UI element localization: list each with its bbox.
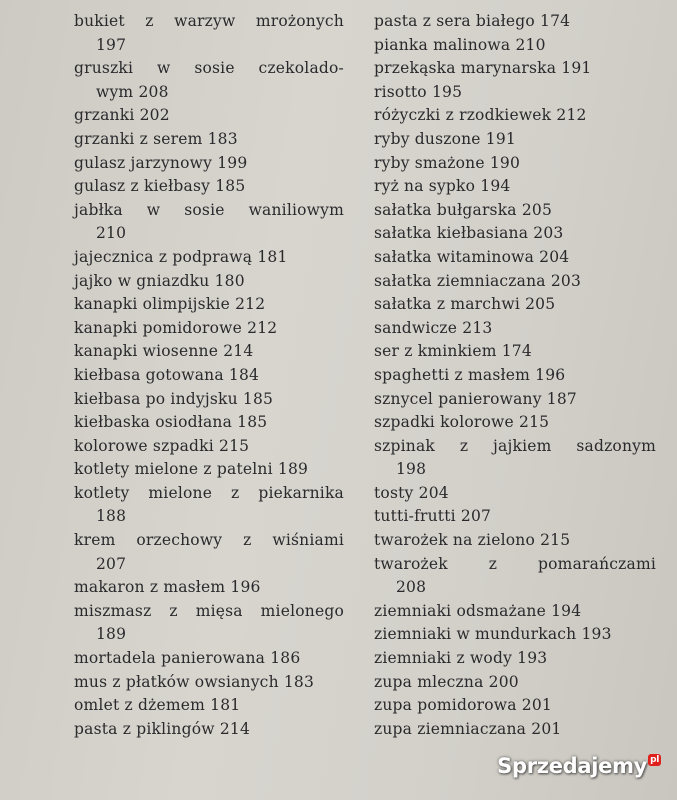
- index-entry: sałatka z marchwi 205: [374, 295, 556, 314]
- index-entry: przekąska marynarska 191: [374, 59, 592, 78]
- index-entry-continuation: 197: [96, 35, 127, 54]
- index-entry: zupa mleczna 200: [374, 672, 519, 691]
- index-entry: pianka malinowa 210: [374, 35, 546, 54]
- index-entry-continuation: wym 208: [96, 82, 169, 101]
- index-entry: risotto 195: [374, 82, 463, 101]
- index-entry: kiełbaska osiodłana 185: [74, 413, 268, 432]
- index-entry: różyczki z rzodkiewek 212: [374, 106, 587, 125]
- index-entry: sznycel panierowany 187: [374, 389, 577, 408]
- index-entry: szpadki kolorowe 215: [374, 413, 550, 432]
- index-entry: kotlety mielone z piekarnika: [74, 483, 344, 502]
- sprzedajemy-watermark: [497, 754, 661, 778]
- index-entry: sałatka bułgarska 205: [374, 200, 553, 219]
- index-entry: ziemniaki odsmażane 194: [374, 601, 582, 620]
- index-entry: miszmasz z mięsa mielonego: [74, 601, 344, 620]
- index-entry: zupa ziemniaczana 201: [374, 719, 562, 738]
- watermark-text: Sprzedajemy: [497, 754, 648, 778]
- index-entry-continuation: 208: [396, 578, 427, 597]
- index-entry: krem orzechowy z wiśniami: [74, 531, 344, 550]
- index-entry: tutti-frutti 207: [374, 507, 492, 526]
- index-entry: jabłka w sosie waniliowym: [74, 200, 344, 219]
- index-entry: ziemniaki w mundurkach 193: [374, 625, 612, 644]
- index-entry: mortadela panierowana 186: [74, 649, 301, 668]
- index-entry-continuation: 210: [96, 224, 127, 243]
- index-entry: pasta z piklingów 214: [74, 719, 251, 738]
- index-column-left: [74, 10, 344, 741]
- index-entry: omlet z dżemem 181: [74, 696, 241, 715]
- index-entry-continuation: 188: [96, 507, 127, 526]
- index-entry: pasta z sera białego 174: [374, 12, 571, 30]
- index-entry: ryby duszone 191: [374, 129, 516, 148]
- index-entry: jajecznica z podprawą 181: [74, 247, 288, 266]
- index-column-right: [374, 10, 656, 741]
- index-entry: zupa pomidorowa 201: [374, 696, 552, 715]
- index-entry: bukiet z warzyw mrożonych: [74, 12, 344, 30]
- index-entry: ryby smażone 190: [374, 153, 521, 172]
- index-entry: jajko w gniazdku 180: [74, 271, 245, 290]
- index-entry: kanapki olimpijskie 212: [74, 295, 266, 314]
- index-entry: ryż na sypko 194: [374, 177, 511, 196]
- index-entry: gruszki w sosie czekolado-: [74, 59, 344, 78]
- index-entry: sandwicze 213: [374, 318, 493, 337]
- index-entry-continuation: 207: [96, 554, 127, 573]
- index-entry: twarożek na zielono 215: [374, 531, 571, 550]
- index-entry: kanapki pomidorowe 212: [74, 318, 278, 337]
- index-entry: gulasz jarzynowy 199: [74, 153, 248, 172]
- index-entry: ziemniaki z wody 193: [374, 649, 548, 668]
- index-entry: sałatka kiełbasiana 203: [374, 224, 564, 243]
- index-entry-continuation: 198: [396, 460, 427, 479]
- index-entry: grzanki 202: [74, 106, 170, 125]
- index-entry: mus z płatków owsianych 183: [74, 672, 315, 691]
- index-entry: kolorowe szpadki 215: [74, 436, 250, 455]
- index-entry: makaron z masłem 196: [74, 578, 261, 597]
- index-entry: kiełbasa po indyjsku 185: [74, 389, 274, 408]
- index-entry: gulasz z kiełbasy 185: [74, 177, 246, 196]
- index-entry: szpinak z jajkiem sadzonym: [374, 436, 656, 455]
- index-entry: grzanki z serem 183: [74, 129, 238, 148]
- index-entry: twarożek z pomarańczami: [374, 554, 656, 573]
- index-entry: tosty 204: [374, 483, 449, 502]
- index-entry-continuation: 189: [96, 625, 127, 644]
- index-entry: spaghetti z masłem 196: [374, 365, 566, 384]
- index-entry: kanapki wiosenne 214: [74, 342, 254, 361]
- index-entry: kotlety mielone z patelni 189: [74, 460, 309, 479]
- index-entry: kiełbasa gotowana 184: [74, 365, 260, 384]
- index-entry: sałatka ziemniaczana 203: [374, 271, 582, 290]
- watermark-badge: pl: [650, 755, 659, 765]
- index-entry: sałatka witaminowa 204: [374, 247, 570, 266]
- index-entry: ser z kminkiem 174: [374, 342, 532, 361]
